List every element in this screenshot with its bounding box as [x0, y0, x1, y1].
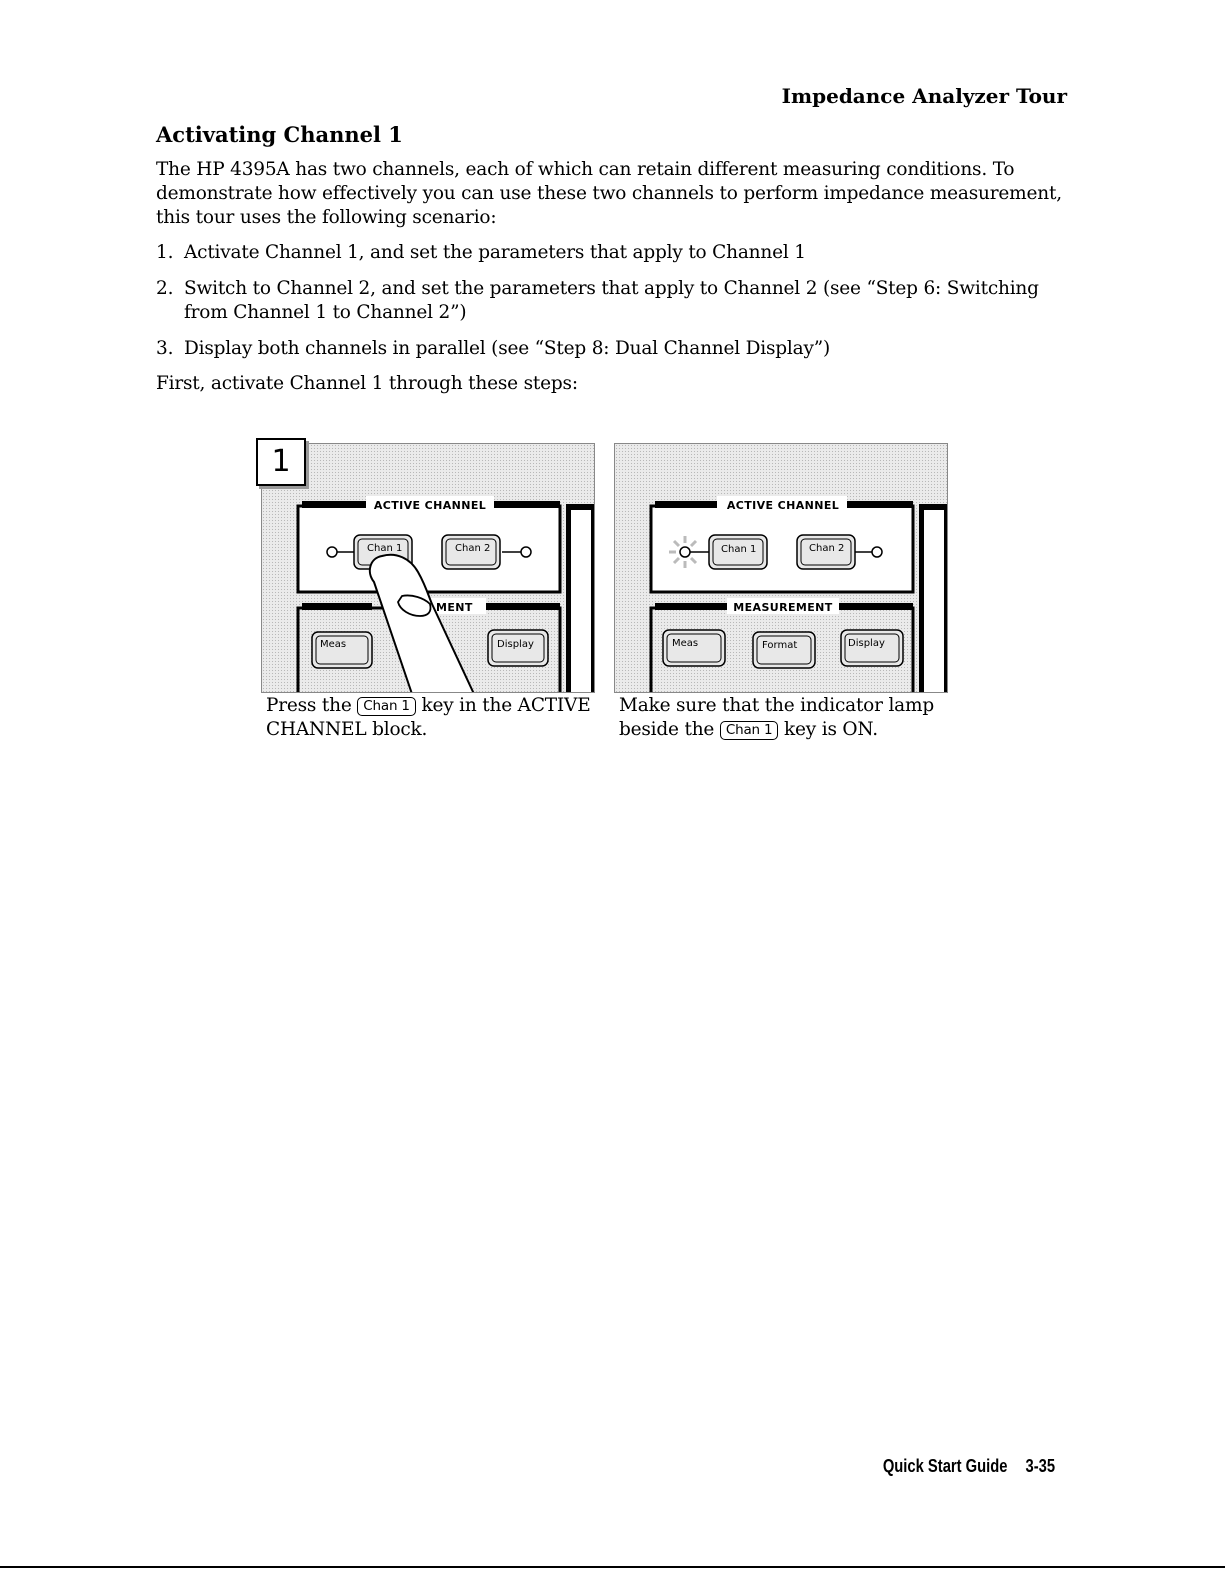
active-channel-label: ACTIVE CHANNEL — [373, 499, 487, 512]
list-item — [156, 277, 1076, 325]
meas-key-label: Meas — [672, 638, 699, 649]
list-item-text: Switch to Channel 2, and set the parameters that apply to Channel 2 (see “Step 6: Switching from Channel 1 to Channel 2”) — [184, 278, 1039, 323]
caption-press-key — [266, 694, 596, 742]
closing-paragraph: First, activate Channel 1 through these steps: — [156, 373, 578, 394]
display-key[interactable] — [841, 630, 903, 666]
panel-edge-inner — [571, 510, 591, 692]
front-panel-drawing — [615, 444, 947, 692]
page-number: 3-35 — [1025, 1456, 1055, 1476]
running-header: Impedance Analyzer Tour — [781, 84, 1067, 108]
format-key-label: Format — [762, 640, 798, 651]
display-key-label: Display — [497, 639, 534, 650]
caption-text: key in the ACTIVE CHANNEL block. — [266, 695, 591, 740]
caption-text: Make sure that the indicator lamp beside the — [619, 695, 934, 740]
step-number-badge: 1 — [256, 438, 306, 486]
measurement-label: MEASUREMENT — [733, 601, 833, 614]
chan2-indicator-lamp — [521, 547, 531, 557]
display-key-label: Display — [848, 638, 885, 649]
active-channel-block — [298, 506, 560, 592]
chan2-indicator-lamp — [872, 547, 882, 557]
block-bar — [494, 501, 560, 508]
list-item-number: 1. — [156, 242, 174, 263]
list-item — [156, 241, 1076, 265]
illustration-lamp-on — [614, 443, 948, 693]
measurement-label: MENT — [436, 601, 473, 614]
illustration-press-chan1 — [261, 443, 595, 693]
chan2-key-label: Chan 2 — [455, 543, 491, 554]
list-item-number: 2. — [156, 278, 174, 299]
format-key[interactable] — [753, 632, 815, 668]
chan1-key-label: Chan 1 — [367, 543, 403, 554]
scenario-list — [156, 241, 1076, 373]
chan1-indicator-lamp — [680, 547, 690, 557]
front-panel-drawing — [262, 444, 594, 692]
chan2-key[interactable] — [797, 535, 855, 569]
chan1-keycap: Chan 1 — [357, 697, 416, 716]
list-item-text: Activate Channel 1, and set the parameters that apply to Channel 1 — [184, 242, 806, 263]
chan1-indicator-lamp — [327, 547, 337, 557]
block-bar — [302, 501, 368, 508]
caption-text: Press the — [266, 695, 352, 716]
section-title: Activating Channel 1 — [156, 122, 403, 147]
page-footer — [883, 1456, 1055, 1477]
chan2-key-label: Chan 2 — [809, 543, 845, 554]
list-item — [156, 337, 1076, 361]
chan1-key[interactable] — [709, 535, 767, 569]
list-item-text: Display both channels in parallel (see “Step 8: Dual Channel Display”) — [184, 338, 831, 359]
meas-key-label: Meas — [320, 639, 347, 650]
chan2-key[interactable] — [442, 535, 500, 569]
intro-paragraph: The HP 4395A has two channels, each of which can retain different measuring conditions. To demonstrate how effectively you can use these two channels to perform impedance measurement, this tour uses the following scenario: — [156, 159, 1062, 228]
chan1-keycap: Chan 1 — [720, 721, 779, 740]
list-item-number: 3. — [156, 338, 174, 359]
chan1-key-label: Chan 1 — [721, 544, 757, 555]
display-key[interactable] — [488, 630, 548, 666]
footer-guide-title: Quick Start Guide — [882, 1456, 1008, 1476]
caption-lamp-on — [619, 694, 949, 742]
active-channel-label: ACTIVE CHANNEL — [726, 499, 840, 512]
meas-key[interactable] — [663, 630, 725, 666]
caption-text: key is ON. — [784, 719, 878, 740]
bottom-rule — [0, 1566, 1225, 1568]
meas-key[interactable] — [312, 632, 372, 668]
